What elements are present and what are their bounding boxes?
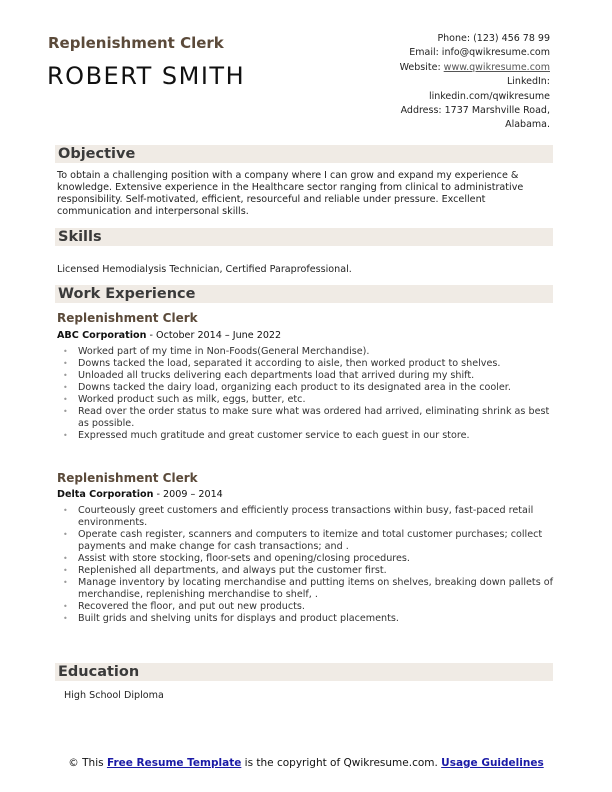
work-experience-heading: Work Experience	[55, 285, 553, 303]
list-item: • Downs tacked the dairy load, organizing each product to its designated area in the cooler.	[63, 382, 558, 394]
email: Email: info@qwikresume.com	[409, 47, 550, 59]
address-line2: Alabama.	[505, 119, 550, 131]
contact-block	[350, 32, 550, 133]
list-item: • Assist with store stocking, floor-sets and opening/closing procedures.	[63, 553, 558, 565]
address-line1: Address: 1737 Marshville Road,	[400, 105, 550, 117]
skills-text: Licensed Hemodialysis Technician, Certified Paraprofessional.	[57, 264, 352, 275]
phone: Phone: (123) 456 78 99	[437, 33, 550, 44]
list-item: • Operate cash register, scanners and computers to itemize and total customer purchases; collect payments and make change for cash transactions; and .	[63, 529, 558, 553]
skills-heading: Skills	[55, 228, 553, 246]
objective-heading: Objective	[55, 145, 553, 163]
linkedin-label: LinkedIn:	[506, 76, 550, 88]
list-item: • Worked part of my time in Non-Foods(General Merchandise).	[63, 346, 558, 358]
list-item: • Expressed much gratitude and great customer service to each guest in our store.	[63, 430, 558, 442]
education-text: High School Diploma	[64, 690, 164, 701]
list-item: • Worked product such as milk, eggs, butter, etc.	[63, 394, 558, 406]
website-link[interactable]: www.qwikresume.com	[443, 61, 550, 73]
footer-prefix: © This	[68, 757, 107, 769]
footer	[0, 757, 612, 770]
list-item: • Recovered the floor, and put out new products.	[63, 601, 558, 613]
job-bullets	[63, 346, 558, 442]
job-company-line	[57, 330, 281, 341]
candidate-name: ROBERT SMITH	[47, 62, 246, 90]
website	[350, 61, 550, 75]
footer-copyright: is the copyright of Qwikresume.com.	[241, 757, 442, 769]
list-item: • Downs tacked the load, separated it according to aisle, then worked product to shelves.	[63, 358, 558, 370]
objective-text: To obtain a challenging position with a company where I can grow and expand my experience & knowledge. Extensive experience in the Healthcare sector ranging from clinical to administrative responsibility. Self-motivated, efficient, resourceful and reliable under pressure. Excellent communication and interpersonal skills.	[57, 170, 524, 217]
job-company-line	[57, 489, 223, 500]
job-title: Replenishment Clerk	[57, 471, 198, 485]
list-item: • Manage inventory by locating merchandise and putting items on shelves, breaking down pallets of merchandise, replenishing merchandise to shelf, .	[63, 577, 558, 601]
company-name: Delta Corporation	[57, 489, 154, 500]
company-name: ABC Corporation	[57, 330, 147, 341]
job-title: Replenishment Clerk	[57, 311, 198, 325]
resume-job-title: Replenishment Clerk	[48, 34, 224, 52]
linkedin: linkedin.com/qwikresume	[428, 90, 550, 102]
list-item: • Unloaded all trucks delivering each departments load that arrived during my shift.	[63, 370, 558, 382]
education-heading: Education	[55, 663, 553, 681]
free-resume-template-link[interactable]: Free Resume Template	[106, 757, 242, 769]
job-bullets	[63, 505, 558, 625]
job-dates: - October 2014 – June 2022	[146, 330, 282, 341]
website-label: Website:	[399, 61, 444, 73]
list-item: • Built grids and shelving units for displays and product placements.	[63, 613, 558, 625]
list-item: • Read over the order status to make sure what was ordered had arrived, eliminating shrink as best as possible.	[63, 406, 558, 430]
list-item: • Courteously greet customers and efficiently process transactions within busy, fast-paced retail environments.	[63, 505, 558, 529]
job-dates: - 2009 – 2014	[153, 489, 223, 500]
usage-guidelines-link[interactable]: Usage Guidelines	[441, 757, 544, 769]
list-item: • Replenished all departments, and always put the customer first.	[63, 565, 558, 577]
